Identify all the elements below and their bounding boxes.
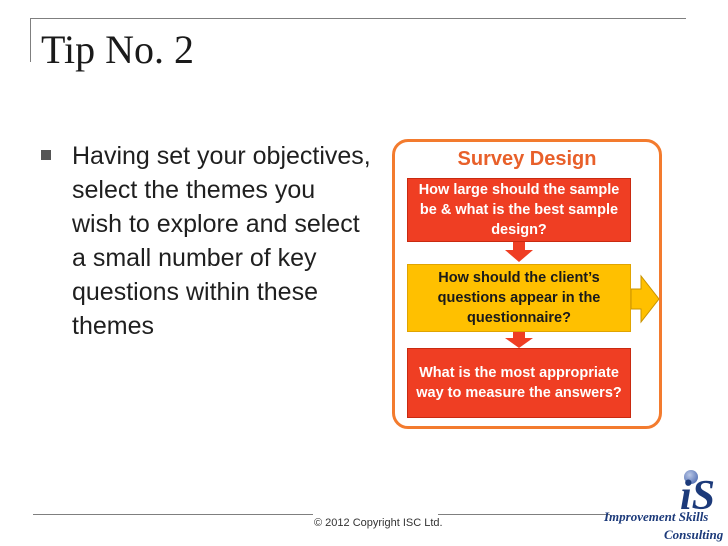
- logo-mark: iS: [680, 473, 716, 519]
- diagram-title: Survey Design: [457, 148, 597, 170]
- logo-name-line2: Consulting: [664, 527, 724, 542]
- bullet-text: Having set your objectives, select the themes you wish to explore and select a small number of key questions within these themes: [72, 142, 371, 340]
- down-arrow-icon: [505, 241, 533, 262]
- title-rule-horizontal: [30, 18, 686, 19]
- bullet-square-icon: [41, 150, 51, 160]
- footer-rule-right: [438, 514, 610, 515]
- step-measurement: What is the most appropriate way to measure the answers?: [407, 348, 631, 418]
- step-sample-design: How large should the sample be & what is the best sample design?: [407, 178, 631, 242]
- slide-title: Tip No. 2: [41, 27, 195, 72]
- copyright-text: © 2012 Copyright ISC Ltd.: [314, 517, 443, 529]
- logo-name-line1: Improvement Skills: [604, 509, 709, 524]
- step-questionnaire: How should the client’s questions appear in the questionnaire?: [407, 264, 631, 332]
- down-arrow-icon: [505, 330, 533, 348]
- right-arrow-icon: [631, 276, 659, 322]
- survey-design-diagram: [392, 139, 662, 429]
- title-rule-vertical: [30, 18, 31, 62]
- footer-rule-left: [33, 514, 313, 515]
